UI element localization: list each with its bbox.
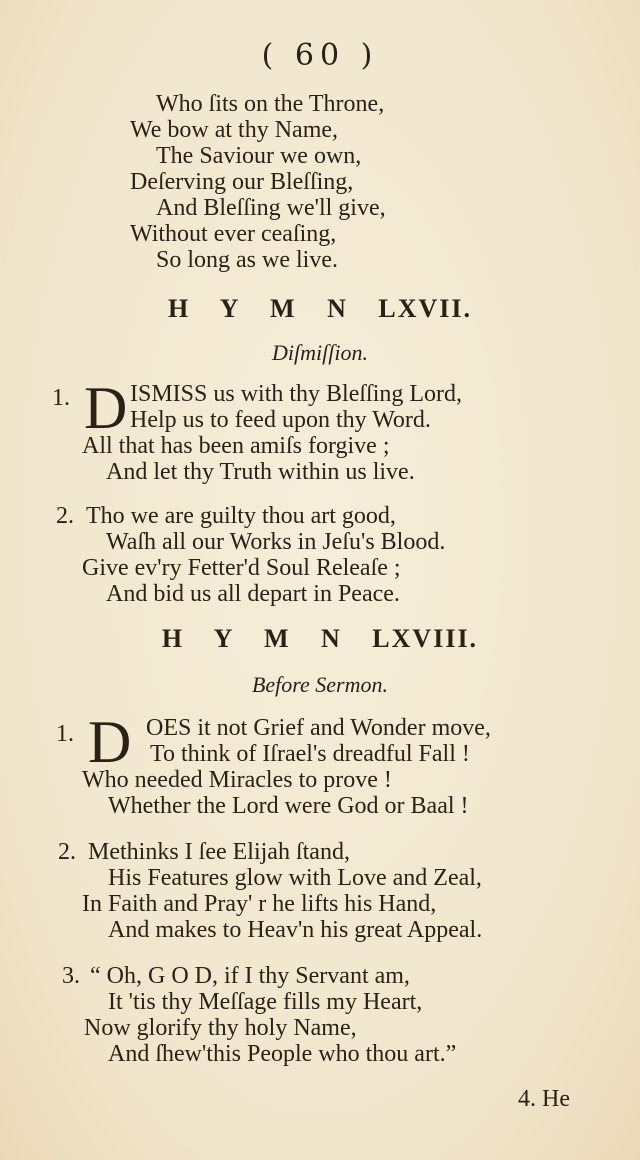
top-stanza-line: Who ſits on the Throne, (156, 91, 385, 117)
hymn-heading: H Y M N LXVIII. (161, 624, 479, 653)
verse-number: 1. (52, 385, 70, 411)
hymn-subtitle: Before Sermon. (251, 672, 389, 697)
verse-line: Who needed Miracles to prove ! (82, 767, 392, 793)
verse-number: 2. (56, 503, 74, 529)
top-stanza-line: And Bleſſing we'll give, (156, 195, 386, 221)
verse-line: To think of Iſrael's dreadful Fall ! (150, 741, 470, 767)
verse-line: Help us to feed upon thy Word. (130, 407, 431, 433)
top-stanza-line: So long as we live. (156, 247, 338, 273)
verse-line: And makes to Heav'n his great Appeal. (108, 917, 483, 943)
hymn-heading: H Y M N LXVII. (167, 294, 473, 323)
top-stanza-line: The Saviour we own, (156, 143, 362, 169)
top-stanza-line: Deſerving our Bleſſing, (130, 169, 354, 195)
top-stanza-line: Without ever ceaſing, (130, 221, 337, 247)
verse-line: His Features glow with Love and Zeal, (108, 865, 482, 891)
verse-line: ISMISS us with thy Bleſſing Lord, (130, 381, 463, 407)
catchword: 4. He (518, 1086, 570, 1112)
verse-number: 2. (58, 839, 76, 865)
drop-cap: D (88, 709, 132, 775)
verse-line: Whether the Lord were God or Baal ! (108, 793, 469, 819)
verse-line: “ Oh, G O D, if I thy Servant am, (90, 963, 410, 989)
hymn-subtitle: Diſmiſſion. (272, 340, 368, 365)
verse-line: OES it not Grief and Wonder move, (146, 715, 491, 741)
page-number: ( 60 ) (261, 38, 379, 73)
verse-line: And ſhew'this People who thou art.” (108, 1041, 457, 1067)
verse-line: It 'tis thy Meſſage fills my Heart, (108, 989, 423, 1015)
verse-line: Waſh all our Works in Jeſu's Blood. (106, 529, 446, 555)
verse-number: 1. (56, 721, 74, 747)
verse-line: Tho we are guilty thou art good, (86, 503, 396, 529)
drop-cap: D (84, 375, 128, 441)
verse-line: Methinks I ſee Elijah ſtand, (88, 839, 350, 865)
verse-line: And bid us all depart in Peace. (106, 581, 400, 607)
top-stanza-line: We bow at thy Name, (130, 117, 339, 143)
verse-line: Now glorify thy holy Name, (84, 1015, 357, 1041)
verse-line: All that has been amiſs forgive ; (82, 433, 390, 459)
verse-line: Give ev'ry Fetter'd Soul Releaſe ; (82, 555, 401, 581)
verse-line: In Faith and Pray' r he lifts his Hand, (82, 891, 437, 917)
verse-number: 3. (62, 963, 80, 989)
verse-line: And let thy Truth within us live. (106, 459, 415, 485)
